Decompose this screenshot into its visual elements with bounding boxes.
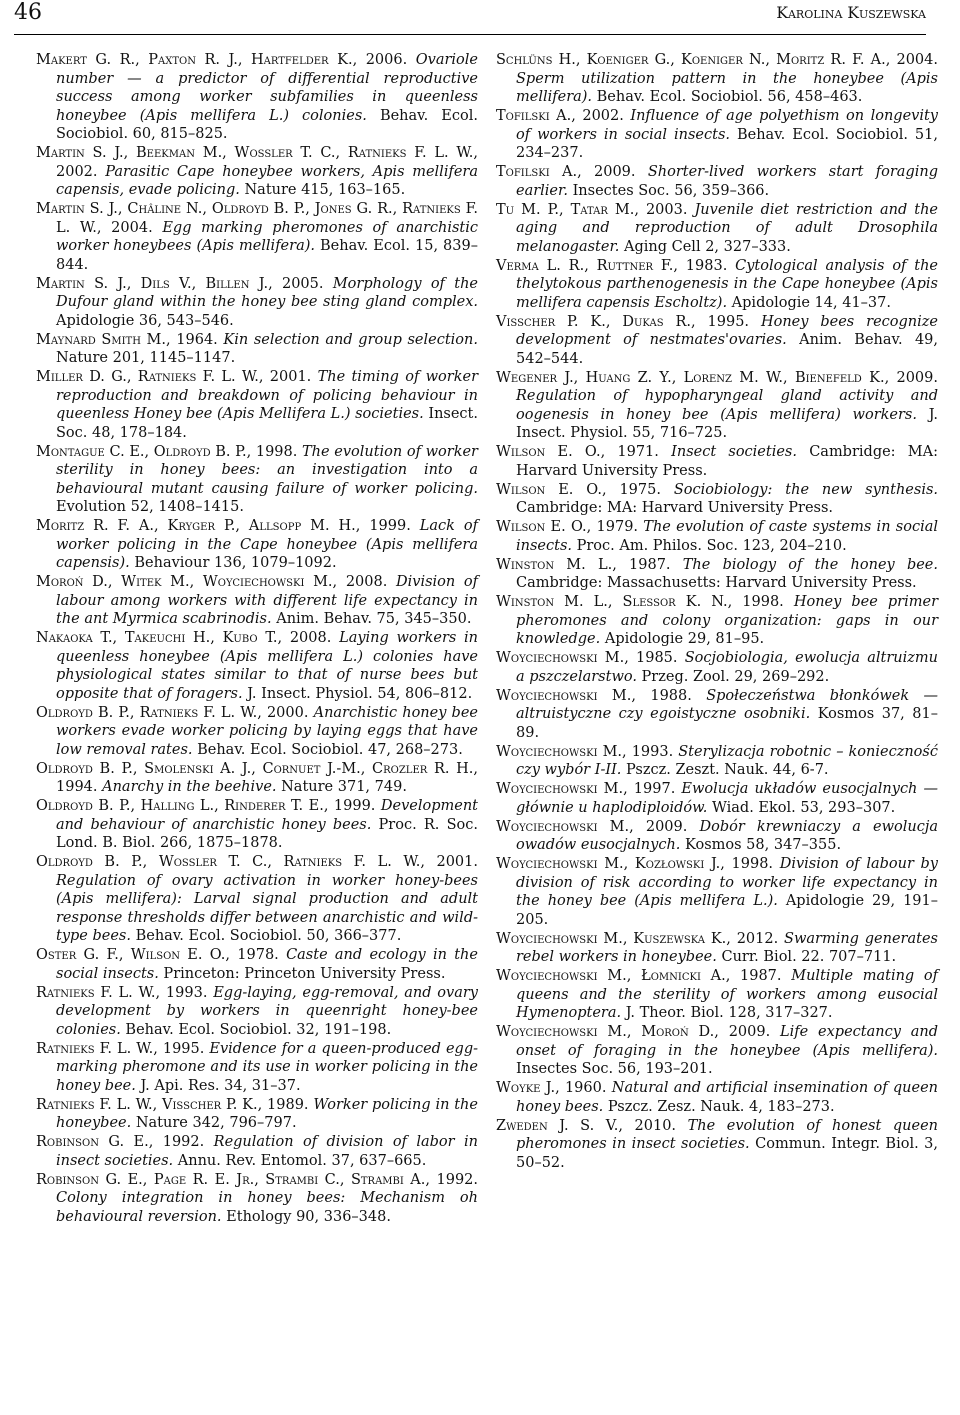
reference-year: , 1998. <box>727 594 794 610</box>
reference-title: Dobór krewniaczy a ewolucja owadów eusocjalnych. <box>516 818 938 853</box>
reference-year: , 2008. <box>332 574 396 590</box>
reference-title: Evidence for a queen-produced egg-marking pheromone and its use in worker policing in the honey bee. <box>56 1040 478 1094</box>
reference-authors: Winston M. L. <box>496 556 613 573</box>
reference-entry <box>496 930 938 967</box>
reference-year: , 1993. <box>622 743 679 760</box>
reference-entry <box>36 760 478 797</box>
reference-title: Lack of worker policing in the Cape honeybee (Apis mellifera capensis). <box>56 518 478 571</box>
reference-authors: Martin S. J., Beekman M., Wossler T. C., Ratnieks F. L. W. <box>36 145 474 161</box>
reference-source: Pszcz. Zeszt. Nauk. 44, 6-7. <box>621 762 829 778</box>
reference-entry <box>496 443 938 480</box>
reference-year: , 1983. <box>673 257 736 274</box>
reference-entry <box>36 984 478 1040</box>
reference-title: Ovariole number — a predictor of differential reproductive success among worker subfamilies in queenless honeybee (Apis mellifera L.) colonies. <box>56 52 478 124</box>
reference-entry <box>36 144 478 200</box>
reference-year: , 2004. <box>885 52 938 68</box>
reference-source: Behav. Ecol. Sociobiol. 56, 458–463. <box>592 89 863 105</box>
reference-entry <box>36 1040 478 1096</box>
reference-authors: Martin S. J., Dils V., Billen J. <box>36 275 269 292</box>
reference-entry <box>36 1096 478 1133</box>
reference-source: Behav. Ecol. Sociobiol. 51, 234–237. <box>516 126 938 161</box>
reference-source: Nature 371, 749. <box>276 779 407 795</box>
reference-authors: Miller D. G., Ratnieks F. L. W. <box>36 369 259 385</box>
reference-authors: Maynard Smith M. <box>36 331 167 348</box>
reference-source: Insectes Soc. 56, 359–366. <box>567 182 770 199</box>
reference-year: , 1971. <box>600 444 672 460</box>
reference-title: Development and behaviour of anarchistic honey bees. <box>56 798 478 833</box>
reference-title: Natural and artificial insemination of queen honey bees. <box>516 1080 938 1115</box>
reference-year: , 2005. <box>268 275 333 292</box>
reference-source: Behav. Ecol. 15, 839–844. <box>56 238 478 273</box>
reference-authors: Martin S. J., Châline N., Oldroyd B. P., Jones G. R., Ratnieks F. L. W. <box>36 201 478 236</box>
reference-source: Anim. Behav. 49, 542–544. <box>516 332 939 367</box>
reference-title: Ewolucja układów eusocjalnych — głównie u haplodiploidów. <box>516 781 938 816</box>
reference-title: Juvenile diet restriction and the aging and reproduction of adult Drosophila melanogaster. <box>516 201 938 255</box>
reference-title: Swarming generates rebel workers in honeybee. <box>516 930 938 965</box>
reference-entry <box>496 51 938 107</box>
reference-title: Regulation of hypopharyngeal gland activity and oogenesis in honey bee (Apis mellifera) workers. <box>516 388 938 423</box>
reference-entry <box>496 201 938 257</box>
reference-source: Pszcz. Zesz. Nauk. 4, 183–273. <box>603 1098 835 1115</box>
reference-source: Proc. Am. Philos. Soc. 123, 204–210. <box>572 537 847 554</box>
reference-title: Sperm utilization pattern in the honeybee (Apis mellifera). <box>516 70 938 105</box>
reference-source: Nature 342, 796–797. <box>131 1115 297 1131</box>
reference-year: , 1999. <box>355 518 420 534</box>
reference-year: , 2010. <box>618 1117 688 1134</box>
reference-entry <box>496 556 938 593</box>
reference-entry <box>496 369 938 443</box>
reference-title: Insect societies. <box>671 444 797 460</box>
reference-column-right <box>496 51 938 1173</box>
reference-authors: Makert G. R., Paxton R. J., Hartfelder K. <box>36 52 353 68</box>
reference-entry <box>36 200 478 274</box>
reference-title: Egg marking pheromones of anarchistic worker honeybees (Apis mellifera). <box>56 219 479 254</box>
reference-authors: Woyciechowski M. <box>496 650 625 666</box>
reference-authors: Woyciechowski M. <box>496 818 630 835</box>
reference-title: Sociobiology: the new synthesis. <box>673 481 939 498</box>
reference-title: Morphology of the Dufour gland within the honey bee sting gland complex. <box>56 275 478 310</box>
page-number: 46 <box>14 0 42 25</box>
reference-source: Kosmos 37, 81–89. <box>516 706 938 741</box>
reference-authors: Zweden J. S. V. <box>496 1117 619 1134</box>
reference-title: The evolution of worker sterility in honey bees: an investigation into a behavioural mutant causing failure of worker policing. <box>56 443 478 497</box>
reference-year: , 2008. <box>277 630 340 646</box>
reference-entry <box>36 629 478 703</box>
reference-source: Nature 415, 163–165. <box>239 182 406 198</box>
reference-title: Caste and ecology in the social insects. <box>56 947 478 982</box>
reference-source: Nature 201, 1145–1147. <box>56 350 236 366</box>
reference-year: , 1994. <box>56 760 478 795</box>
reference-title: Egg-laying, egg-removal, and ovary development by workers in queenright honey-bee colonies. <box>56 984 478 1038</box>
reference-entry <box>36 331 478 368</box>
reference-year: , 1998. <box>720 856 780 872</box>
reference-title: Laying workers in queenless honeybee (Apis mellifera L.) colonies have physiological states similar to that of nurse bees but opposite that of foragers. <box>56 630 479 702</box>
reference-year: , 1992. <box>148 1134 214 1150</box>
reference-authors: Robinson G. E., Page R. E. Jr., Strambi C., Strambi A. <box>36 1171 426 1188</box>
reference-authors: Ratnieks F. L. W. <box>36 984 156 1001</box>
reference-source: Aging Cell 2, 327–333. <box>619 238 791 255</box>
reference-entry <box>36 368 478 442</box>
header-rule <box>14 34 926 35</box>
reference-year: , 1960. <box>555 1080 612 1096</box>
reference-year: , 2009. <box>884 369 938 386</box>
reference-title: Cytological analysis of the thelytokous parthenogenesis in the Cape honeybee (Apis mellifera capensis Escholtz). <box>516 257 938 311</box>
running-title: Karolina Kuszewska <box>776 4 926 22</box>
reference-year: , 2000. <box>257 704 314 721</box>
reference-authors: Tofilski A. <box>496 164 578 180</box>
reference-entry <box>496 855 938 929</box>
reference-year: , 2001. <box>258 369 318 385</box>
reference-source: Behav. Ecol. Sociobiol. 50, 366–377. <box>131 928 402 944</box>
reference-year: , 1978. <box>225 947 287 963</box>
reference-source: Ethology 90, 336–348. <box>221 1208 391 1225</box>
reference-entry <box>496 1023 938 1079</box>
reference-authors: Woyciechowski M. <box>496 687 632 704</box>
reference-source: Behaviour 136, 1079–1092. <box>129 555 337 571</box>
reference-entry <box>496 257 938 313</box>
reference-authors: Moritz R. F. A., Kryger P., Allsopp M. H. <box>36 518 356 534</box>
reference-authors: Oldroyd B. P., Smolenski A. J., Cornuet J.-M., Crozler R. H. <box>36 760 474 777</box>
reference-source: Apidologie 29, 191–205. <box>516 893 938 928</box>
reference-entry <box>496 1117 938 1173</box>
reference-entry <box>496 649 938 686</box>
reference-source: Annu. Rev. Entomol. 37, 637–665. <box>173 1152 427 1169</box>
reference-year: , 1979. <box>586 519 644 535</box>
reference-year: , 1992. <box>425 1171 479 1188</box>
reference-title: Społeczeństwa błonkówek — altruistyczne czy egoistyczne osobniki. <box>516 687 939 722</box>
reference-year: , 1975. <box>601 481 674 498</box>
reference-source: Behav. Ecol. Sociobiol. 60, 815–825. <box>56 107 478 142</box>
reference-source: Insectes Soc. 56, 193–201. <box>516 1061 713 1077</box>
reference-title: Regulation of division of labor in insect societies. <box>56 1134 478 1169</box>
reference-title: Regulation of ovary activation in worker honey-bees (Apis mellifera): Larval signal production and adult response thresholds differ between anarchistic and wild-type bees. <box>56 872 478 944</box>
reference-title: Shorter-lived workers start foraging earlier. <box>516 164 938 199</box>
reference-year: , 2004. <box>96 219 163 236</box>
reference-entry <box>496 107 938 163</box>
reference-source: Anim. Behav. 75, 345–350. <box>271 611 472 627</box>
reference-year: , 1988. <box>631 687 707 704</box>
reference-title: Division of labour by division of risk according to worker life expectancy in the honey bee (Apis mellifera L.). <box>516 856 938 909</box>
reference-authors: Robinson G. E. <box>36 1134 149 1150</box>
reference-source: Cambridge: MA: Harvard University Press. <box>516 444 938 479</box>
reference-year: , 1998. <box>246 443 303 460</box>
reference-year: , 1997. <box>623 781 682 797</box>
reference-year: , 2009. <box>714 1024 781 1040</box>
reference-authors: Wilson E. O. <box>496 519 587 535</box>
reference-entry <box>496 163 938 200</box>
reference-source: Proc. R. Soc. Lond. B. Biol. 266, 1875–1878. <box>56 816 478 851</box>
reference-entry <box>496 1079 938 1116</box>
reference-source: J. Theor. Biol. 128, 317–327. <box>621 1005 833 1021</box>
reference-authors: Oldroyd B. P., Ratnieks F. L. W. <box>36 704 258 721</box>
reference-year: , 1989. <box>257 1096 314 1113</box>
reference-source: J. Insect. Physiol. 55, 716–725. <box>516 406 938 441</box>
reference-authors: Wilson E. O. <box>496 444 601 460</box>
reference-title: Colony integration in honey bees: Mechanism oh behavioural reversion. <box>56 1190 478 1225</box>
reference-authors: Oldroyd B. P., Wossler T. C., Ratnieks F. L. W. <box>36 854 421 870</box>
reference-authors: Winston M. L., Slessor K. N. <box>496 594 728 610</box>
reference-title: The timing of worker reproduction and breakdown of policing behaviour in queenless Honey bee (Apis Mellifera L.) societies. <box>56 369 479 422</box>
reference-source: Evolution 52, 1408–1415. <box>56 499 244 515</box>
reference-title: Multiple mating of queens and the sterility of workers among eusocial Hymenoptera. <box>516 968 938 1021</box>
reference-entry <box>496 780 938 817</box>
reference-authors: Ratnieks F. L. W., Visscher P. K. <box>36 1096 258 1113</box>
reference-entry <box>496 818 938 855</box>
reference-entry <box>36 443 478 517</box>
reference-source: Kosmos 58, 347–355. <box>680 837 842 853</box>
reference-year: , 2009. <box>577 164 648 180</box>
reference-title: Life expectancy and onset of foraging in the honeybee (Apis mellifera). <box>516 1024 938 1059</box>
reference-source: Cambridge: MA: Harvard University Press. <box>516 500 834 516</box>
reference-title: Anarchistic honey bee workers evade worker policing by laying eggs that have low removal rates. <box>56 704 478 758</box>
reference-year: , 1987. <box>612 556 683 573</box>
reference-source: Behav. Ecol. Sociobiol. 47, 268–273. <box>192 741 463 758</box>
reference-entry <box>496 967 938 1023</box>
reference-title: Socjobiologia, ewolucja altruizmu a pszczelarstwo. <box>516 650 939 685</box>
reference-authors: Woyciechowski M. <box>496 781 624 797</box>
reference-source: Apidologie 14, 41–37. <box>727 294 891 311</box>
reference-authors: Schlüns H., Koeniger G., Koeniger N., Moritz R. F. A. <box>496 52 886 68</box>
reference-authors: Woyciechowski M., Kozłowski J. <box>496 856 721 872</box>
reference-year: , 2001. <box>420 854 478 870</box>
reference-source: Apidologie 36, 543–546. <box>56 312 234 329</box>
reference-year: , 2002. <box>571 108 631 124</box>
reference-entry <box>36 853 478 946</box>
reference-source: Curr. Biol. 22. 707–711. <box>716 949 897 965</box>
reference-source: Wiad. Ekol. 53, 293–307. <box>707 799 896 816</box>
reference-authors: Woyciechowski M., Łomnicki A. <box>496 968 726 984</box>
reference-authors: Woyciechowski M., Moroń D. <box>496 1024 715 1040</box>
reference-source: Commun. Integr. Biol. 3, 50–52. <box>516 1136 938 1171</box>
reference-authors: Montague C. E., Oldroyd B. P. <box>36 443 247 460</box>
reference-entry <box>496 743 938 780</box>
reference-source: Behav. Ecol. Sociobiol. 32, 191–198. <box>120 1021 392 1038</box>
reference-year: , 1987. <box>725 968 792 984</box>
reference-entry <box>496 518 938 555</box>
reference-title: Parasitic Cape honeybee workers, Apis mellifera capensis, evade policing. <box>56 163 478 198</box>
reference-entry <box>36 573 478 629</box>
reference-source: Cambridge: Massachusetts: Harvard University Press. <box>516 575 917 591</box>
reference-authors: Oster G. F., Wilson E. O. <box>36 947 226 963</box>
reference-source: Przeg. Zool. 29, 269–292. <box>636 668 830 685</box>
reference-year: , 2002. <box>56 145 478 180</box>
reference-entry <box>36 1171 478 1227</box>
reference-authors: Woyke J. <box>496 1080 556 1096</box>
reference-entry <box>36 946 478 983</box>
reference-title: The evolution of caste systems in social insects. <box>516 519 938 554</box>
reference-year: , 1995. <box>691 313 761 330</box>
reference-column-left <box>36 51 478 1227</box>
reference-year: , 2006. <box>352 52 416 68</box>
reference-authors: Moroń D., Witek M., Woyciechowski M. <box>36 574 333 590</box>
reference-source: Princeton: Princeton University Press. <box>158 965 446 982</box>
reference-authors: Woyciechowski M. <box>496 743 623 760</box>
reference-authors: Oldroyd B. P., Halling L., Rinderer T. E. <box>36 798 324 814</box>
reference-title: Sterylizacja robotnic – konieczność czy wybór I-II. <box>516 743 938 778</box>
reference-title: Honey bees recognize development of nestmates'ovaries. <box>516 313 938 348</box>
reference-entry <box>496 313 938 369</box>
reference-entry <box>36 275 478 331</box>
reference-year: , 1999. <box>323 798 381 814</box>
reference-title: Kin selection and group selection. <box>223 331 478 348</box>
reference-source: J. Insect. Physiol. 54, 806–812. <box>242 685 473 702</box>
reference-authors: Verma L. R., Ruttner F. <box>496 257 674 274</box>
reference-entry <box>36 704 478 760</box>
reference-year: , 2009. <box>629 818 700 835</box>
reference-year: , 1995. <box>153 1040 210 1057</box>
reference-year: , 2012. <box>726 930 785 947</box>
reference-entry <box>36 1133 478 1170</box>
reference-title: Influence of age polyethism on longevity of workers in social insects. <box>516 108 939 143</box>
reference-source: Insect. Soc. 48, 178–184. <box>56 406 478 441</box>
reference-entry <box>496 593 938 649</box>
reference-authors: Tu M. P., Tatar M. <box>496 201 635 218</box>
reference-authors: Tofilski A. <box>496 108 572 124</box>
reference-title: Worker policing in the honeybee. <box>56 1096 478 1131</box>
reference-title: Division of labour among workers with different life expectancy in the ant Myrmica scabrinodis. <box>56 574 478 627</box>
reference-authors: Nakaoka T., Takeuchi H., Kubo T. <box>36 630 278 646</box>
reference-title: The evolution of honest queen pheromones in insect societies. <box>516 1117 938 1152</box>
reference-authors: Wegener J., Huang Z. Y., Lorenz M. W., Bienefeld K. <box>496 369 885 386</box>
reference-entry <box>496 687 938 743</box>
page-header <box>14 0 926 36</box>
reference-year: , 1993. <box>155 984 214 1001</box>
reference-authors: Wilson E. O. <box>496 481 602 498</box>
reference-authors: Woyciechowski M., Kuszewska K. <box>496 930 727 947</box>
reference-authors: Ratnieks F. L. W. <box>36 1040 154 1057</box>
reference-entry <box>36 797 478 853</box>
reference-title: The biology of the honey bee. <box>682 556 938 573</box>
reference-entry <box>36 517 478 573</box>
reference-authors: Visscher P. K., Dukas R. <box>496 313 691 330</box>
reference-year: , 1985. <box>624 650 685 666</box>
reference-year: , 1964. <box>166 331 224 348</box>
reference-title: Anarchy in the beehive. <box>102 779 277 795</box>
reference-entry <box>496 481 938 518</box>
reference-year: , 2003. <box>634 201 695 218</box>
reference-entry <box>36 51 478 144</box>
reference-source: J. Api. Res. 34, 31–37. <box>135 1077 301 1094</box>
reference-source: Apidologie 29, 81–95. <box>600 631 765 647</box>
reference-title: Honey bee primer pheromones and colony organization: gaps in our knowledge. <box>516 594 939 647</box>
